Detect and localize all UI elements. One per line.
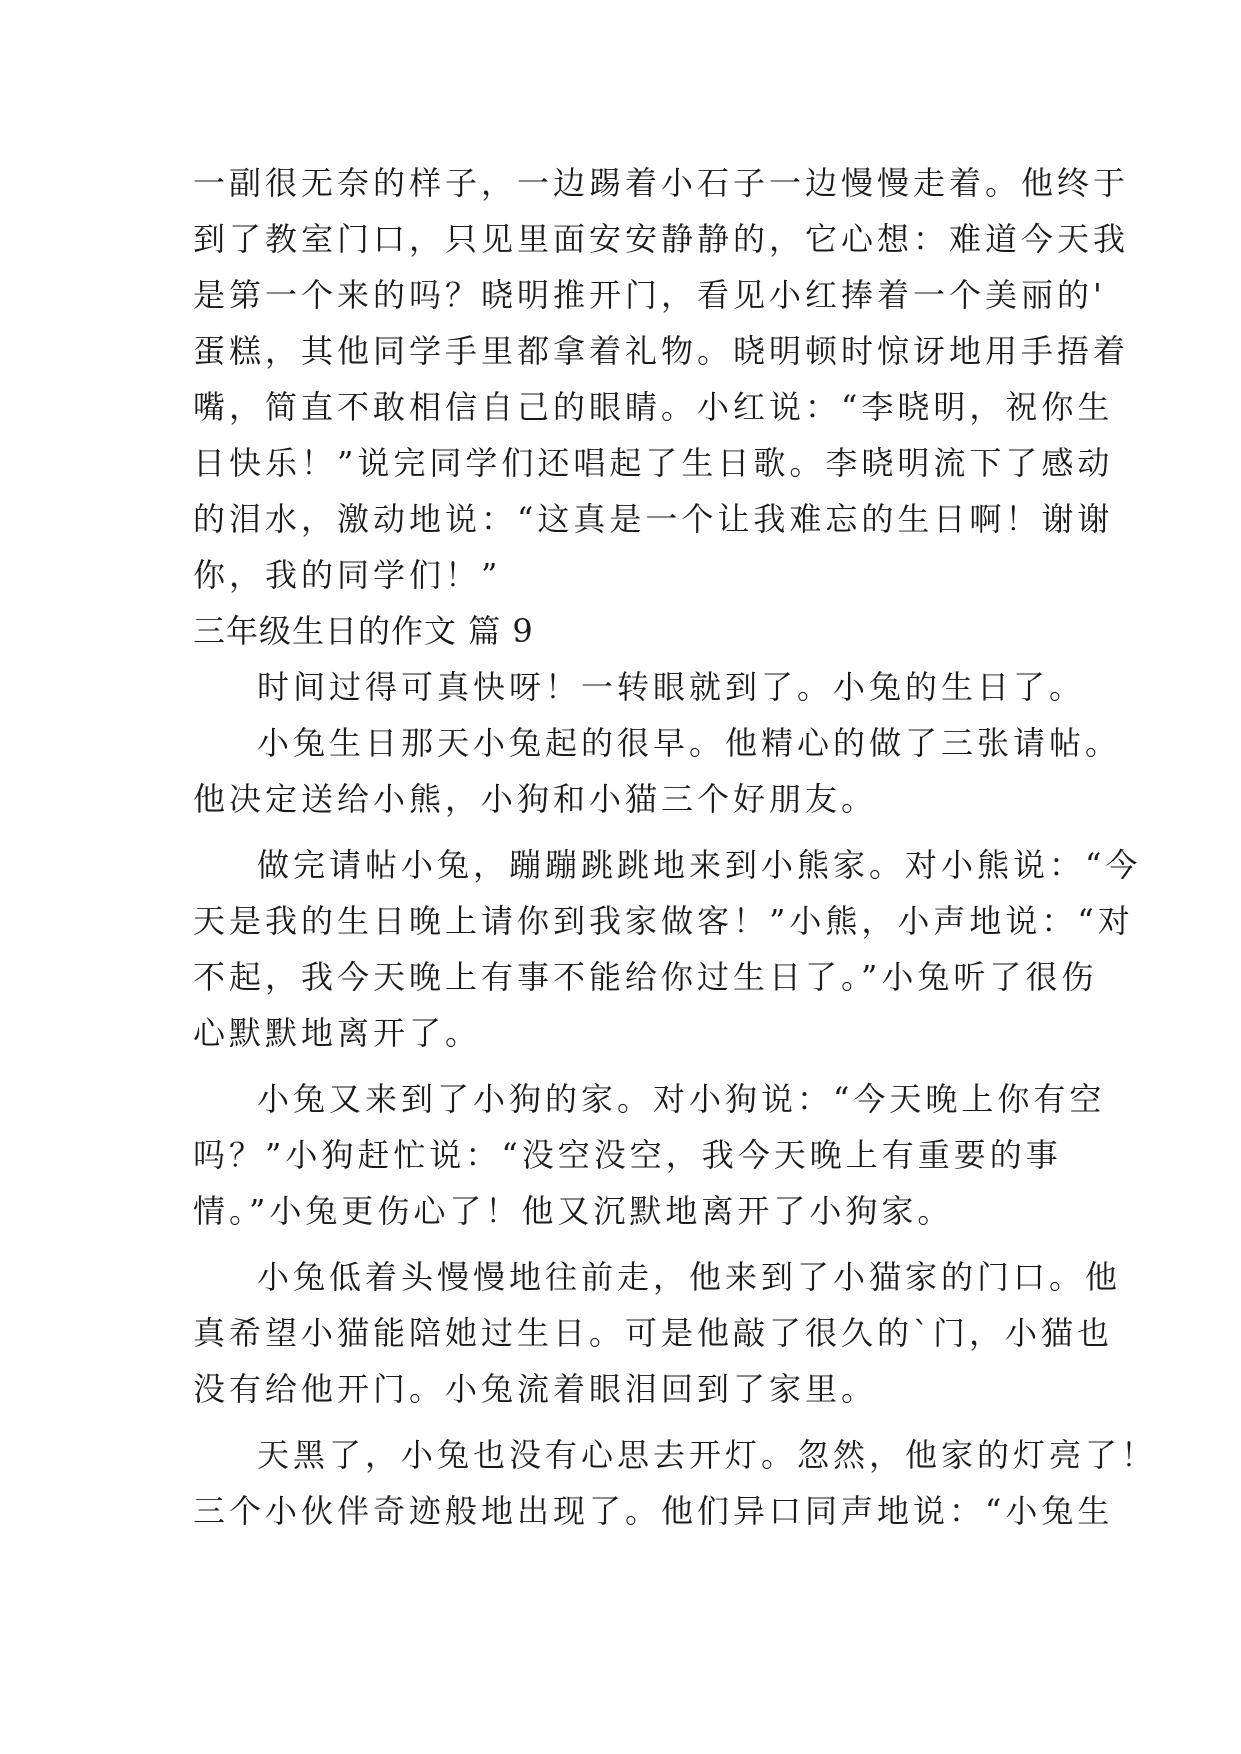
text-line: 嘴，简直不敢相信自己的眼睛。小红说：“李晓明，祝你生 — [193, 388, 1114, 426]
text-line: 是第一个来的吗？晓明推开门，看见小红捧着一个美丽的' — [193, 276, 1106, 314]
section-heading: 三年级生日的作文 篇 9 — [193, 612, 534, 650]
text-line: 三个小伙伴奇迹般地出现了。他们异口同声地说：“小兔生 — [193, 1492, 1114, 1530]
text-line: 你，我的同学们！” — [193, 556, 502, 594]
paragraph-first-line: 小兔又来到了小狗的家。对小狗说：“今天晚上你有空 — [257, 1080, 1106, 1118]
paragraph-first-line: 小兔生日那天小兔起的很早。他精心的做了三张请帖。 — [257, 724, 1122, 762]
text-line: 情。”小兔更伤心了！他又沉默地离开了小狗家。 — [193, 1192, 954, 1230]
paragraph-first-line: 小兔低着头慢慢地往前走，他来到了小猫家的门口。他 — [257, 1258, 1122, 1296]
text-line: 吗？”小狗赶忙说：“没空没空，我今天晚上有重要的事 — [193, 1136, 1062, 1174]
text-line: 日快乐！”说完同学们还唱起了生日歌。李晓明流下了感动 — [193, 444, 1114, 482]
text-line: 真希望小猫能陪她过生日。可是他敲了很久的`门，小猫也 — [193, 1314, 1114, 1352]
text-line: 心默默地离开了。 — [193, 1014, 482, 1052]
text-line: 蛋糕，其他同学手里都拿着礼物。晓明顿时惊讶地用手捂着 — [193, 332, 1130, 370]
text-line: 的泪水，激动地说：“这真是一个让我难忘的生日啊！谢谢 — [193, 500, 1114, 538]
text-line: 不起，我今天晚上有事不能给你过生日了。”小兔听了很伤 — [193, 958, 1098, 996]
paragraph-first-line: 天黑了，小兔也没有心思去开灯。忽然，他家的灯亮了！ — [257, 1436, 1158, 1474]
text-line: 没有给他开门。小兔流着眼泪回到了家里。 — [193, 1370, 878, 1408]
text-line: 一副很无奈的样子，一边踢着小石子一边慢慢走着。他终于 — [193, 164, 1130, 202]
text-line: 到了教室门口，只见里面安安静静的，它心想：难道今天我 — [193, 220, 1130, 258]
paragraph-first-line: 做完请帖小兔，蹦蹦跳跳地来到小熊家。对小熊说：“今 — [257, 846, 1142, 884]
text-line: 他决定送给小熊，小狗和小猫三个好朋友。 — [193, 780, 878, 818]
paragraph-first-line: 时间过得可真快呀！一转眼就到了。小兔的生日了。 — [257, 668, 1086, 706]
text-line: 天是我的生日晚上请你到我家做客！”小熊，小声地说：“对 — [193, 902, 1134, 940]
article-body — [193, 155, 1158, 1539]
